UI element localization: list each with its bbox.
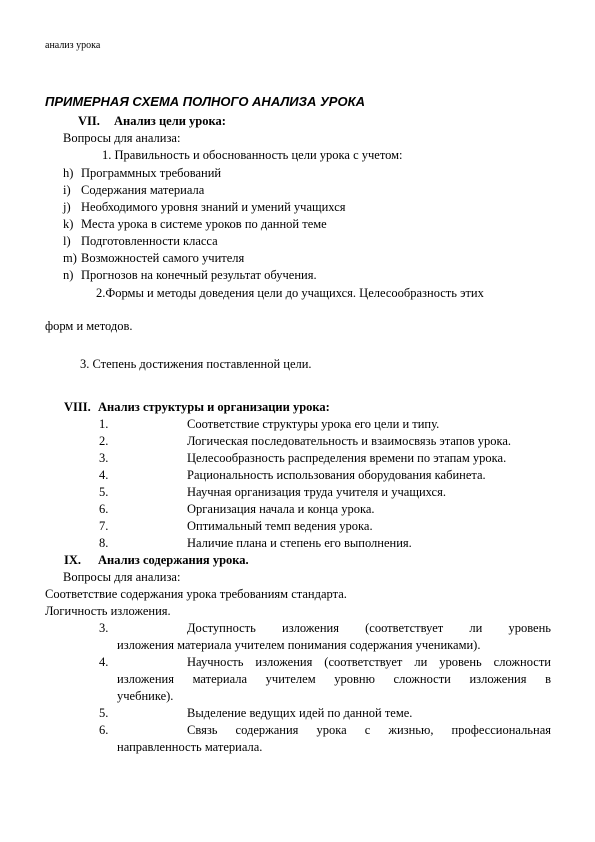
list-number: 4. — [99, 468, 109, 482]
list-number: 3. — [99, 621, 109, 635]
section-7-item-2-continued: форм и методов. — [45, 319, 133, 333]
section-9-line-1: Соответствие содержания урока требованиям стандарта. — [45, 587, 347, 601]
section-8-number: VIII. — [64, 400, 91, 414]
list-item: Доступность изложения (соответствует ли уровень — [187, 621, 551, 635]
page-header: анализ урока — [45, 40, 101, 51]
list-marker: l) — [63, 234, 71, 248]
list-item: Оптимальный темп ведения урока. — [187, 519, 373, 533]
section-9-line-2: Логичность изложения. — [45, 604, 171, 618]
list-item: Наличие плана и степень его выполнения. — [187, 536, 412, 550]
list-number: 6. — [99, 723, 109, 737]
list-item: Программных требований — [81, 166, 222, 180]
list-number: 7. — [99, 519, 109, 533]
section-9-questions: Вопросы для анализа: — [63, 570, 181, 584]
list-item: Выделение ведущих идей по данной теме. — [187, 706, 413, 720]
list-number: 2. — [99, 434, 109, 448]
list-item: Места урока в системе уроков по данной теме — [81, 217, 327, 231]
list-number: 1. — [99, 417, 109, 431]
list-item: Необходимого уровня знаний и умений учащихся — [81, 200, 346, 214]
section-7-item-2: 2.Формы и методы доведения цели до учащихся. Целесообразность этих — [96, 286, 484, 300]
list-number: 3. — [99, 451, 109, 465]
list-item: Связь содержания урока с жизнью, профессиональная — [187, 723, 551, 737]
list-number: 5. — [99, 706, 109, 720]
section-7-questions: Вопросы для анализа: — [63, 131, 181, 145]
list-item: Научность изложения (соответствует ли уровень сложности — [187, 655, 551, 669]
list-item-continued: учебнике). — [117, 689, 174, 703]
list-item: Организация начала и конца урока. — [187, 502, 375, 516]
section-9-number: IX. — [64, 553, 82, 567]
list-number: 6. — [99, 502, 109, 516]
list-number: 4. — [99, 655, 109, 669]
list-marker: n) — [63, 268, 74, 282]
section-7-item-1: 1. Правильность и обоснованность цели урока с учетом: — [102, 148, 403, 162]
list-item: Подготовленности класса — [81, 234, 218, 248]
list-item: Прогнозов на конечный результат обучения. — [81, 268, 317, 282]
section-7-heading: Анализ цели урока: — [114, 114, 226, 128]
list-marker: j) — [63, 200, 71, 214]
list-item: Целесообразность распределения времени по этапам урока. — [187, 451, 507, 465]
list-marker: h) — [63, 166, 74, 180]
section-9-heading: Анализ содержания урока. — [98, 553, 249, 567]
list-item: Логическая последовательность и взаимосвязь этапов урока. — [187, 434, 512, 448]
section-7-number: VII. — [78, 114, 100, 128]
list-marker: i) — [63, 183, 71, 197]
list-item: Рациональность использования оборудования кабинета. — [187, 468, 486, 482]
section-7-item-3: 3. Степень достижения поставленной цели. — [80, 357, 312, 371]
list-marker: m) — [63, 251, 77, 265]
section-8-heading: Анализ структуры и организации урока: — [98, 400, 330, 414]
list-item: Соответствие структуры урока его цели и типу. — [187, 417, 440, 431]
document-title: ПРИМЕРНАЯ СХЕМА ПОЛНОГО АНАЛИЗА УРОКА — [45, 94, 365, 109]
list-item-continued: направленность материала. — [117, 740, 263, 754]
list-item: Содержания материала — [81, 183, 205, 197]
list-number: 8. — [99, 536, 109, 550]
list-item: Возможностей самого учителя — [81, 251, 245, 265]
list-item-continued: изложения материала учителем уровню сложности изложения в — [117, 672, 551, 686]
list-marker: k) — [63, 217, 74, 231]
list-number: 5. — [99, 485, 109, 499]
list-item-continued: изложения материала учителем понимания содержания учениками). — [117, 638, 481, 652]
list-item: Научная организация труда учителя и учащихся. — [187, 485, 446, 499]
